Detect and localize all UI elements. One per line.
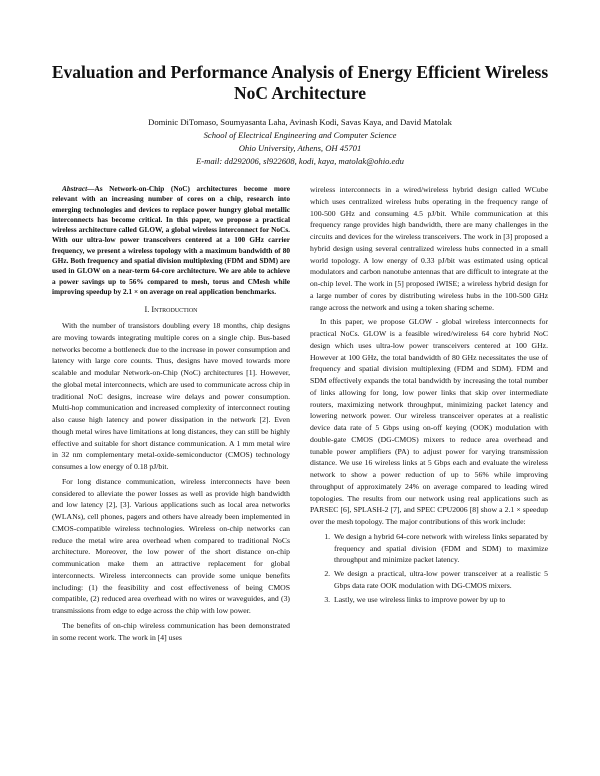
paper-title: Evaluation and Performance Analysis of Energy Efficient Wireless NoC Architecture <box>51 62 549 103</box>
intro-paragraph-4: In this paper, we propose GLOW - global wireless interconnects for practical NoCs. GLOW is a feasible wired/wireless 64 core hybrid NoC design which uses ultra-low power transceivers centered at 100 GHz. However at 100 GHz, the total bandwidth of 80 GHz necessitates the use of frequency and spatial division multiplexing (FDM and SDM). FDM and SDM effectively expands the total bandwidth by increasing the total number of links allowing for long, low power links that skip over intermediate routers, maximizing network throughput, minimizing packet latency and lowering network power. Our wireless transceiver operates at a realistic device data rate of 5 Gbps using on-off keying (OOK) modulation with double-gate CMOS (DG-CMOS) mixers to reduce area overhead and tunable power amplifiers (PA) to adjust power for varying transmission distance. We use 16 wireless links at 5 Gbps each and evaluate the wireless network to show a power reduction of up to 56% while improving throughput of approximately 24% on average compared to leading wired topologies. The results from our network using real applications such as PARSEC [6], SPLASH-2 [7], and SPEC CPU2006 [8] show a 2.1 × speedup over the mesh topology. The major contributions of this work include: <box>310 317 548 526</box>
abstract-text: —As Network-on-Chip (NoC) architectures become more relevant with an increasing number of cores on a chip, research into emerging technologies and devices to replace power hungry global metallic interconnects has become critical. In this paper, we propose a practical wireless architecture called GLOW, a global wireless interconnect for NoCs. With our ultra-low power transceivers centered at a 100 GHz carrier frequency, we present a wireless topology with a maximum bandwidth of 80 GHz. Both frequency and spatial division multiplexing (FDM and SDM) are used in GLOW on a near-term 64-core architecture. We are able to achieve a power savings up to 56% compared to mesh, torus and CMesh while improving speedup by 2.1 × on average on real application benchmarks. <box>52 184 290 296</box>
intro-paragraph-3: The benefits of on-chip wireless communication has been demonstrated in some recent work. The work in [4] uses <box>52 620 290 642</box>
intro-paragraph-2: For long distance communication, wireless interconnects have been considered to alleviate the power losses as well as provide high bandwidth and low latency [2], [3]. Various applications such as local area networks (WLANs), cell phones, pagers and others have already been implemented in CMOS-compatible wireless technologies. Wireless on-chip networks can reduce the metal wire area overhead when compared to traditional NoCs architecture. Moreover, the low power of the short distance on-chip communication make them an attractive replacement for global interconnects. Wireless interconnects can provide some unique benefits including: (1) the feasibility and cost effectiveness of being CMOS compatible, (2) reduced area overhead with no wires or waveguides, and (3) transmissions from edge to edge across the chip with low power. <box>52 476 290 616</box>
intro-paragraph-3-continued: wireless interconnects in a wired/wireless hybrid design called WCube which uses centralized wireless hubs operating in the frequency range of 100-500 GHz and consuming 4.5 pJ/bit. While communication at this frequency range provides high bandwidth, there are many challenges in the circuits and devices for the wireless transceivers. The work in [3] proposed a hybrid design using several centralized wireless hubs connected in a small world topology. A low energy of 0.33 pJ/bit was estimated using optical modulators and carbon nanotube antennas that are difficult to integrate at the on-chip level. The work in [5] proposed iWISE; a wireless hybrid design for a large number of cores by distributing wireless hubs in the 100-500 GHz range across the network and using a token sharing scheme. <box>310 185 548 312</box>
contribution-item: 1. We design a hybrid 64-core network with wireless links separated by frequency and spatial division (FDM and SDM) to maximize throughput and minimize packet latency. <box>332 531 548 566</box>
contribution-item: 3. Lastly, we use wireless links to improve power by up to <box>332 594 548 606</box>
abstract <box>52 184 290 297</box>
left-column <box>52 184 290 643</box>
abstract-label: Abstract <box>62 184 88 193</box>
affiliation-address: Ohio University, Athens, OH 45701 <box>238 143 362 153</box>
author-list: Dominic DiTomaso, Soumyasanta Laha, Avinash Kodi, Savas Kaya, and David Matolak <box>148 117 452 127</box>
contribution-item: 2. We design a practical, ultra-low power transceiver at a realistic 5 Gbps data rate OOK modulation with DG-CMOS mixers. <box>332 568 548 592</box>
contributions-list <box>310 531 548 606</box>
author-block <box>40 116 560 168</box>
affiliation-email: E-mail: dd292006, sl922608, kodi, kaya, matolak@ohio.edu <box>196 156 404 166</box>
affiliation-school: School of Electrical Engineering and Computer Science <box>203 130 397 140</box>
section-heading-introduction: I. Introduction <box>144 305 198 315</box>
intro-paragraph-1: With the number of transistors doubling every 18 months, chip designs are moving towards integrating multiple cores on a single chip. Bus-based networks become a bottleneck due to the increase in power consumption and latency with large core counts. Thus, designs have moved towards more scalable and modular Network-on-Chip (NoC) architectures [1]. However, the global metal interconnects, which are used to communicate across chip in traditional NoC designs, increase wire delays and power consumption. Multi-hop communication and increased complexity of interconnect routing also cause high latency and power dissipation in the network [2]. Even though metal wires have limitations at long distances, they can still be highly effective and suitable for short distance communication. A 1 mm metal wire in 32 nm complementary metal-oxide-semiconductor (CMOS) technology consumes a low energy of 0.18 pJ/bit. <box>52 321 290 472</box>
right-column <box>310 184 548 607</box>
